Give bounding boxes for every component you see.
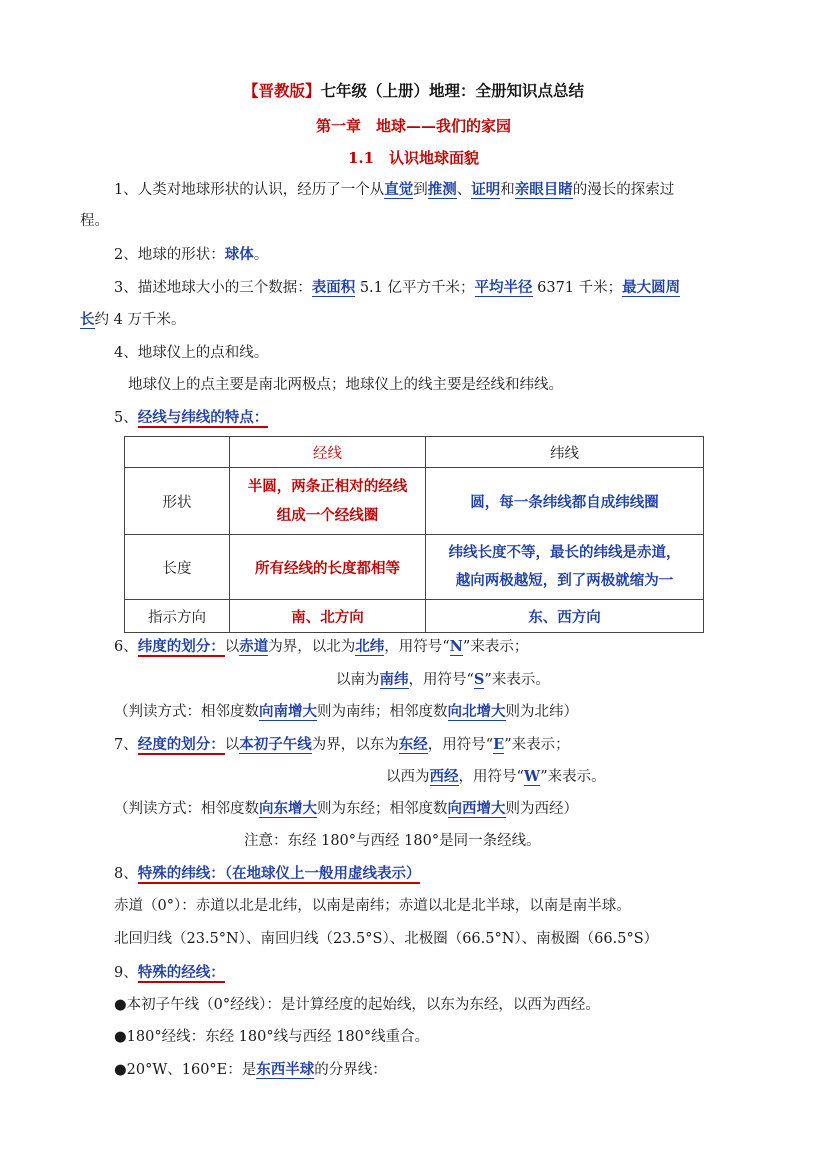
para-1-line-2: 程。	[80, 213, 109, 229]
para-7-line-1: 7、经度的划分：以本初子午线为界，以东为东经，用符号“E”来表示；	[114, 736, 570, 753]
para-2: 2、地球的形状：球体。	[114, 246, 269, 263]
para-9-hemisphere-line: ●20°W、160°E：是东西半球的分界线：	[114, 1061, 387, 1078]
para-1-line-1: 1、人类对地球形状的认识，经历了一个从直觉到推测、证明和亲眼目睹的漫长的探索过	[114, 181, 675, 198]
table-row-label: 指示方向	[125, 600, 230, 633]
table-header-empty	[125, 437, 230, 468]
para-4: 4、地球仪上的点和线。	[114, 345, 269, 361]
title-publisher: 【晋教版】	[242, 81, 321, 100]
para-7-attention: 注意：东经 180°与西经 180°是同一条经线。	[244, 833, 541, 849]
table-row	[125, 600, 704, 633]
para-7-note: （判读方式：相邻度数向东增大则为东经；相邻度数向西增大则为西经）	[114, 800, 578, 817]
para-4-detail: 地球仪上的点主要是南北两极点；地球仪上的线主要是经线和纬线。	[128, 377, 563, 393]
table-cell-wei: 东、西方向	[426, 600, 704, 633]
para-6-line-2: 以南为南纬，用符号“S”来表示。	[336, 671, 550, 688]
table-row	[125, 535, 704, 600]
table-header-row	[125, 437, 704, 468]
table-cell-jing: 半圆，两条正相对的经线 组成一个经线圈	[230, 468, 426, 535]
table-row	[125, 468, 704, 535]
para-9-180-meridian: ●180°经线：东经 180°线与西经 180°线重合。	[114, 1029, 430, 1045]
para-8-equator: 赤道（0°）：赤道以北是北纬，以南是南纬；赤道以北是北半球，以南是南半球。	[114, 898, 631, 914]
table-header-jing: 经线	[230, 437, 426, 468]
document-title	[0, 79, 827, 101]
para-8: 8、特殊的纬线：（在地球仪上一般用虚线表示）	[114, 865, 421, 882]
table-cell-wei: 圆，每一条纬线都自成纬线圈	[426, 468, 704, 535]
table-cell-wei: 纬线长度不等，最长的纬线是赤道， 越向两极越短，到了两极就缩为一	[426, 535, 704, 600]
para-7-line-2: 以西为西经，用符号“W”来表示。	[386, 768, 606, 785]
table-cell-jing: 所有经线的长度都相等	[230, 535, 426, 600]
para-3-line-2: 长约 4 万千米。	[80, 311, 186, 328]
para-8-tropics: 北回归线（23.5°N）、南回归线（23.5°S）、北极圈（66.5°N）、南极圈（66.5°S）	[114, 931, 659, 947]
para-9: 9、特殊的经线：	[114, 964, 225, 981]
para-3-line-1: 3、描述地球大小的三个数据：表面积 5.1 亿平方千米；平均半径 6371 千米；最大圆周	[114, 279, 681, 296]
meridian-parallel-table	[124, 436, 704, 633]
para-6-line-1: 6、纬度的划分：以赤道为界，以北为北纬，用符号“N”来表示；	[114, 638, 529, 655]
chapter-heading: 第一章 地球——我们的家园	[315, 117, 511, 135]
table-cell-jing: 南、北方向	[230, 600, 426, 633]
table-header-wei: 纬线	[426, 437, 704, 468]
table-row-label: 长度	[125, 535, 230, 600]
para-9-prime-meridian: ●本初子午线（0°经线）：是计算经度的起始线，以东为东经，以西为西经。	[114, 997, 600, 1013]
title-text: 七年级（上册）地理：全册知识点总结	[320, 81, 585, 100]
table-row-label: 形状	[125, 468, 230, 535]
para-5: 5、经线与纬线的特点：	[114, 409, 269, 426]
section-heading: 1.1 认识地球面貌	[347, 149, 480, 167]
para-6-note: （判读方式：相邻度数向南增大则为南纬；相邻度数向北增大则为北纬）	[114, 703, 578, 720]
